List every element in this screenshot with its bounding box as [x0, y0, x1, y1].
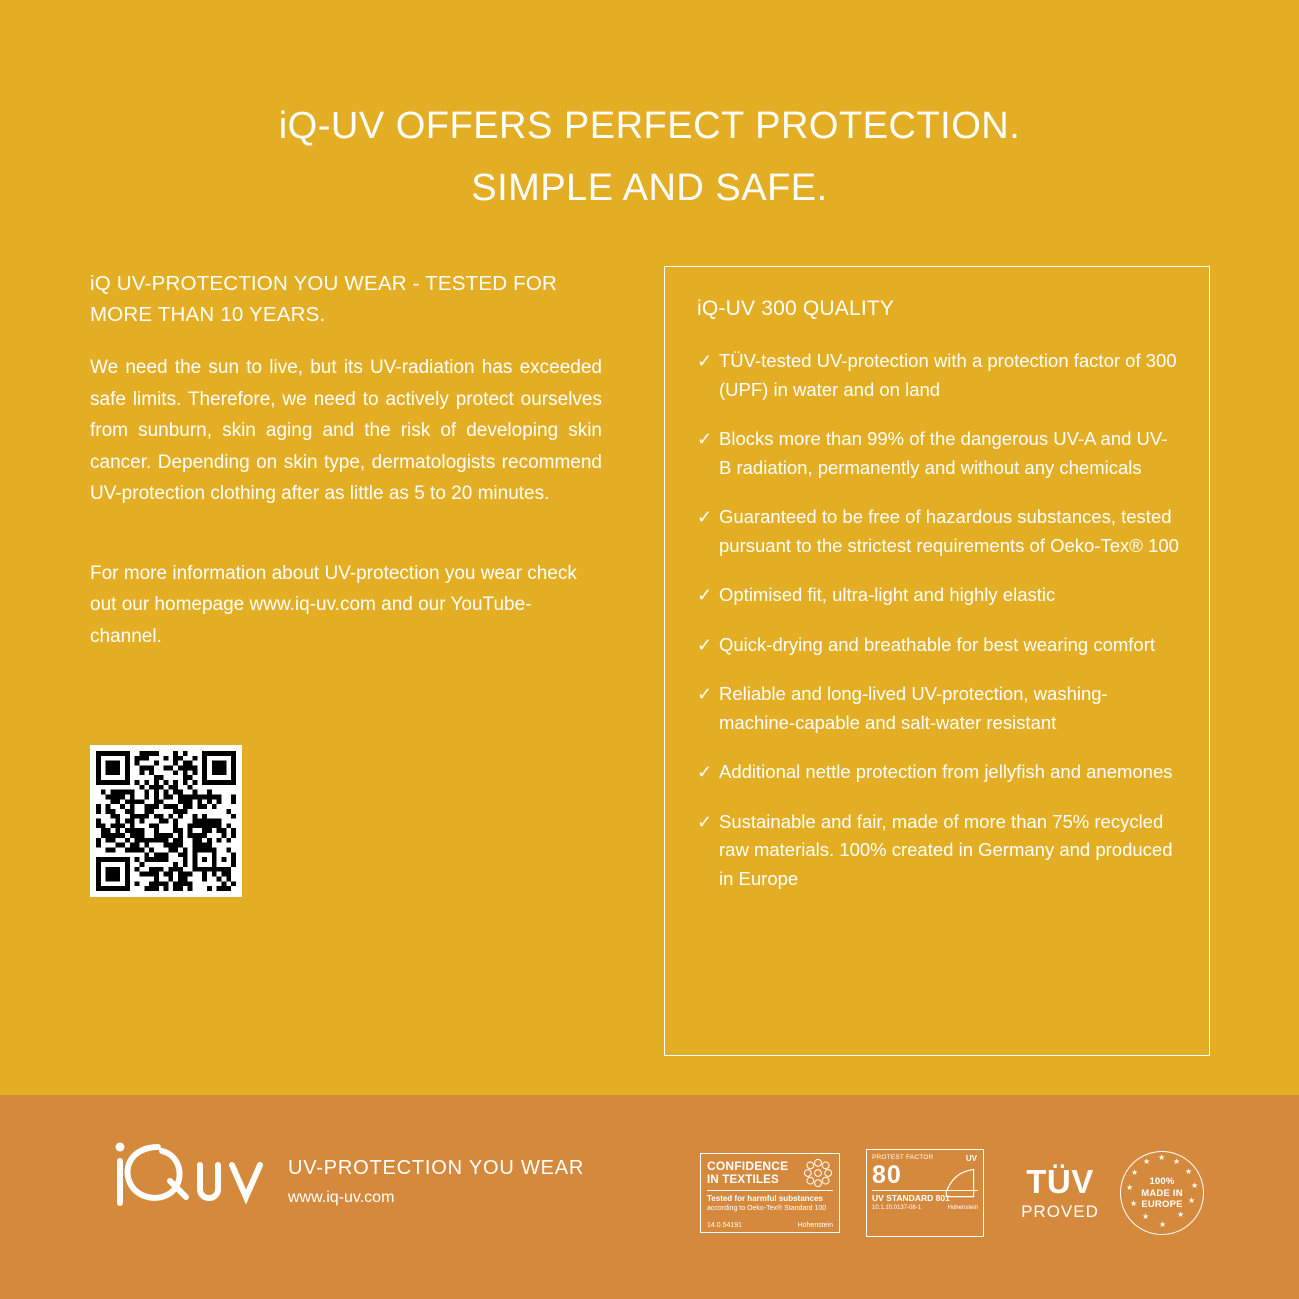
check-icon: ✓ — [697, 507, 713, 527]
quality-box — [664, 266, 1210, 1056]
feature-item — [697, 347, 1179, 404]
uv-standard-badge — [866, 1149, 984, 1237]
check-icon: ✓ — [697, 811, 713, 832]
oeko-tex-badge — [700, 1153, 840, 1233]
check-icon: ✓ — [697, 351, 713, 371]
made-line-3: EUROPE — [1141, 1198, 1183, 1210]
left-paragraph-1: We need the sun to live, but its UV-radiation has exceeded safe limits. Therefore, we need to actively protect ourselves from sunburn, skin aging and the risk of developing skin cancer. Depending on skin type, dermatologists recommend UV-protection clothing after as little as 5 to 20 minutes. — [90, 357, 602, 504]
footer-tagline: UV-PROTECTION YOU WEAR — [288, 1157, 585, 1179]
check-icon: ✓ — [697, 684, 713, 704]
left-subtitle: iQ UV-PROTECTION YOU WEAR - TESTED FOR MORE THAN 10 YEARS. — [90, 272, 557, 326]
page-title — [0, 95, 1299, 219]
qr-code[interactable] — [90, 745, 242, 897]
oeko-institute: Hohenstein — [797, 1222, 833, 1229]
star-ring: ★ ★ ★ ★ ★ ★ ★ ★ ★ ★ ★ ★ — [1126, 1153, 1199, 1229]
tuv-badge — [1005, 1163, 1115, 1223]
feature-item — [697, 425, 1179, 482]
oeko-line-3: Tested for harmful substances — [707, 1194, 823, 1203]
feature-item — [697, 503, 1179, 560]
feature-item — [697, 758, 1179, 787]
tuv-label: TÜV — [1026, 1163, 1094, 1200]
uv-label: UV — [965, 1154, 977, 1163]
footer-text-block — [288, 1153, 584, 1211]
made-in-europe-text — [1141, 1176, 1183, 1211]
headline-line-2: SIMPLE AND SAFE. — [471, 167, 828, 209]
check-icon: ✓ — [697, 585, 713, 605]
oeko-line-4: according to Oeko-Tex® Standard 100 — [707, 1205, 827, 1212]
feature-list — [697, 347, 1179, 893]
uv-standard-label: UV STANDARD 801 — [872, 1190, 978, 1204]
uv-institute: Hohenstein — [947, 1205, 978, 1211]
feature-text: TÜV-tested UV-protection with a protection factor of 300 (UPF) in water and on land — [719, 350, 1177, 400]
feature-item — [697, 808, 1179, 894]
made-in-europe-badge — [1120, 1151, 1204, 1235]
feature-text: Reliable and long-lived UV-protection, washing-machine-capable and salt-water resistant — [719, 683, 1108, 733]
oeko-code: 14.0.54191 — [707, 1222, 743, 1229]
feature-item — [697, 680, 1179, 737]
uv-value: 80 — [872, 1161, 902, 1189]
qr-code-image — [96, 751, 236, 891]
feature-text: Optimised fit, ultra-light and highly elastic — [719, 584, 1056, 605]
left-paragraph-2: For more information about UV-protection you wear check out our homepage www.iq-uv.com and our YouTube-channel. — [90, 562, 577, 647]
made-line-2: MADE IN — [1141, 1187, 1183, 1199]
certification-badges — [700, 1139, 1200, 1249]
left-column — [90, 268, 602, 696]
footer-url[interactable]: www.iq-uv.com — [288, 1189, 395, 1206]
flower-icon — [801, 1156, 835, 1190]
feature-item — [697, 631, 1179, 660]
feature-text: Guaranteed to be free of hazardous substances, tested pursuant to the strictest requirements of Oeko-Tex® 100 — [719, 506, 1179, 556]
made-line-1: 100% — [1149, 1175, 1175, 1187]
feature-text: Blocks more than 99% of the dangerous UV-A and UV-B radiation, permanently and without any chemicals — [719, 428, 1168, 478]
oeko-line-1: CONFIDENCE — [707, 1159, 789, 1173]
feature-text: Quick-drying and breathable for best wearing comfort — [719, 633, 1155, 655]
check-icon: ✓ — [697, 429, 713, 449]
check-icon: ✓ — [697, 762, 713, 782]
feature-item — [697, 581, 1179, 610]
footer — [0, 1095, 1299, 1299]
divider — [707, 1190, 833, 1191]
check-icon: ✓ — [697, 634, 713, 655]
feature-text: Sustainable and fair, made of more than 75% recycled raw materials. 100% created in Germany and produced in Europe — [719, 810, 1173, 889]
headline-line-1: iQ-UV OFFERS PERFECT PROTECTION. — [278, 105, 1021, 147]
iq-uv-logo — [100, 1131, 275, 1223]
uv-shield-icon — [943, 1166, 977, 1200]
oeko-line-2: IN TEXTILES — [707, 1174, 779, 1186]
tuv-proved-label: PROVED — [1021, 1202, 1099, 1221]
quality-box-title: iQ-UV 300 QUALITY — [697, 297, 895, 320]
feature-text: Additional nettle protection from jellyfish and anemones — [719, 761, 1173, 782]
uv-code: 10.1.10.0137-08-1 — [872, 1205, 922, 1211]
uv-top-label: PROTEST FACTOR — [872, 1154, 934, 1161]
